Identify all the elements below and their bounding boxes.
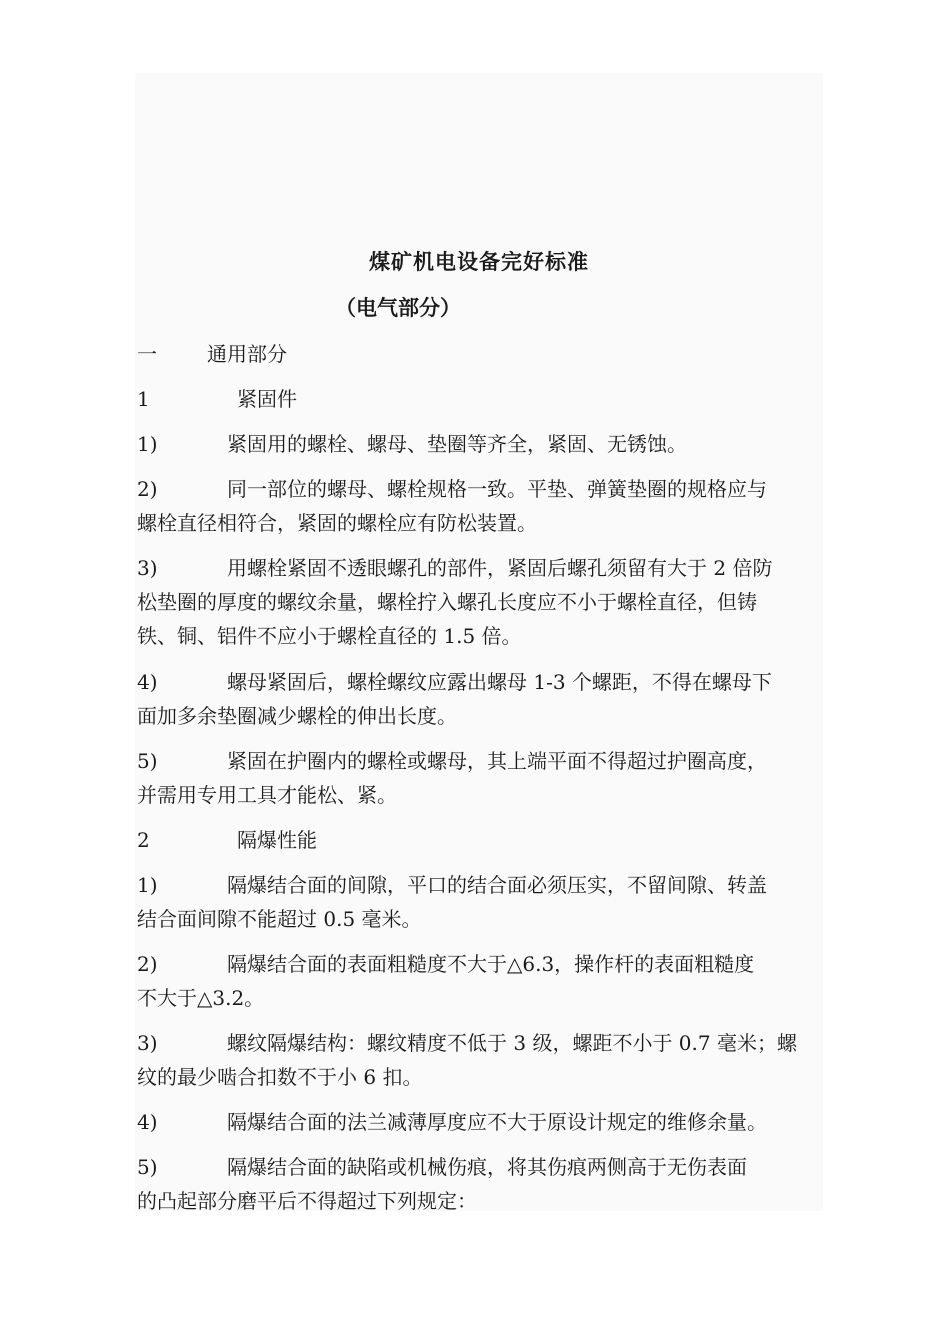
item-continuation: 并需用专用工具才能松、紧。 <box>137 783 397 807</box>
item-number: 2) <box>137 477 158 501</box>
subsection-number: 1 <box>137 387 150 411</box>
item-text: 紧固用的螺栓、螺母、垫圈等齐全，紧固、无锈蚀。 <box>227 432 687 456</box>
list-item <box>137 1149 823 1185</box>
list-item <box>137 426 823 462</box>
subsection-heading <box>137 381 823 417</box>
subsection-number: 2 <box>137 828 150 852</box>
item-continuation: 螺栓直径相符合，紧固的螺栓应有防松装置。 <box>137 511 537 535</box>
section-heading <box>137 336 823 372</box>
document-title: 煤矿机电设备完好标准 <box>369 249 589 274</box>
item-number: 4) <box>137 670 158 694</box>
item-number: 3) <box>137 1031 158 1055</box>
section-label: 通用部分 <box>207 342 287 366</box>
item-text: 隔爆结合面的间隙，平口的结合面必须压实，不留间隙、转盖 <box>227 873 767 897</box>
item-continuation: 结合面间隙不能超过 0.5 毫米。 <box>137 907 422 931</box>
item-number: 4) <box>137 1110 158 1134</box>
section-number: 一 <box>137 342 157 366</box>
item-text: 螺纹隔爆结构：螺纹精度不低于 3 级，螺距不小于 0.7 毫米；螺 <box>227 1031 797 1055</box>
item-number: 1) <box>137 432 158 456</box>
item-text: 隔爆结合面的表面粗糙度不大于△6.3，操作杆的表面粗糙度 <box>227 952 755 976</box>
list-item <box>137 550 823 586</box>
item-continuation: 松垫圈的厚度的螺纹余量，螺栓拧入螺孔长度应不小于螺栓直径，但铸 <box>137 590 757 614</box>
item-continuation: 铁、铜、铝件不应小于螺栓直径的 1.5 倍。 <box>137 624 522 648</box>
item-text: 用螺栓紧固不透眼螺孔的部件，紧固后螺孔须留有大于 2 倍防 <box>227 556 773 580</box>
item-continuation: 的凸起部分磨平后不得超过下列规定： <box>137 1189 477 1213</box>
list-item <box>137 664 823 700</box>
list-item <box>137 867 823 903</box>
item-text: 隔爆结合面的法兰减薄厚度应不大于原设计规定的维修余量。 <box>227 1110 767 1134</box>
item-number: 5) <box>137 749 158 773</box>
item-text: 同一部位的螺母、螺栓规格一致。平垫、弹簧垫圈的规格应与 <box>227 477 767 501</box>
item-number: 3) <box>137 556 158 580</box>
list-item <box>137 471 823 507</box>
list-item <box>137 1104 823 1140</box>
item-text: 螺母紧固后，螺栓螺纹应露出螺母 1-3 个螺距，不得在螺母下 <box>227 670 772 694</box>
list-item <box>137 1025 823 1061</box>
item-number: 1) <box>137 873 158 897</box>
document-page <box>135 73 823 1211</box>
item-number: 2) <box>137 952 158 976</box>
item-text: 紧固在护圈内的螺栓或螺母，其上端平面不得超过护圈高度， <box>227 749 767 773</box>
list-item <box>137 946 823 982</box>
item-text: 隔爆结合面的缺陷或机械伤痕，将其伤痕两侧高于无伤表面 <box>227 1155 747 1179</box>
item-continuation: 纹的最少啮合扣数不于小 6 扣。 <box>137 1065 423 1089</box>
subsection-label: 紧固件 <box>237 387 297 411</box>
item-continuation: 面加多余垫圈减少螺栓的伸出长度。 <box>137 704 457 728</box>
item-number: 5) <box>137 1155 158 1179</box>
subsection-heading <box>137 822 823 858</box>
document-subtitle: （电气部分） <box>335 295 461 320</box>
item-continuation: 不大于△3.2。 <box>137 986 265 1010</box>
subsection-label: 隔爆性能 <box>237 828 317 852</box>
list-item <box>137 743 823 779</box>
